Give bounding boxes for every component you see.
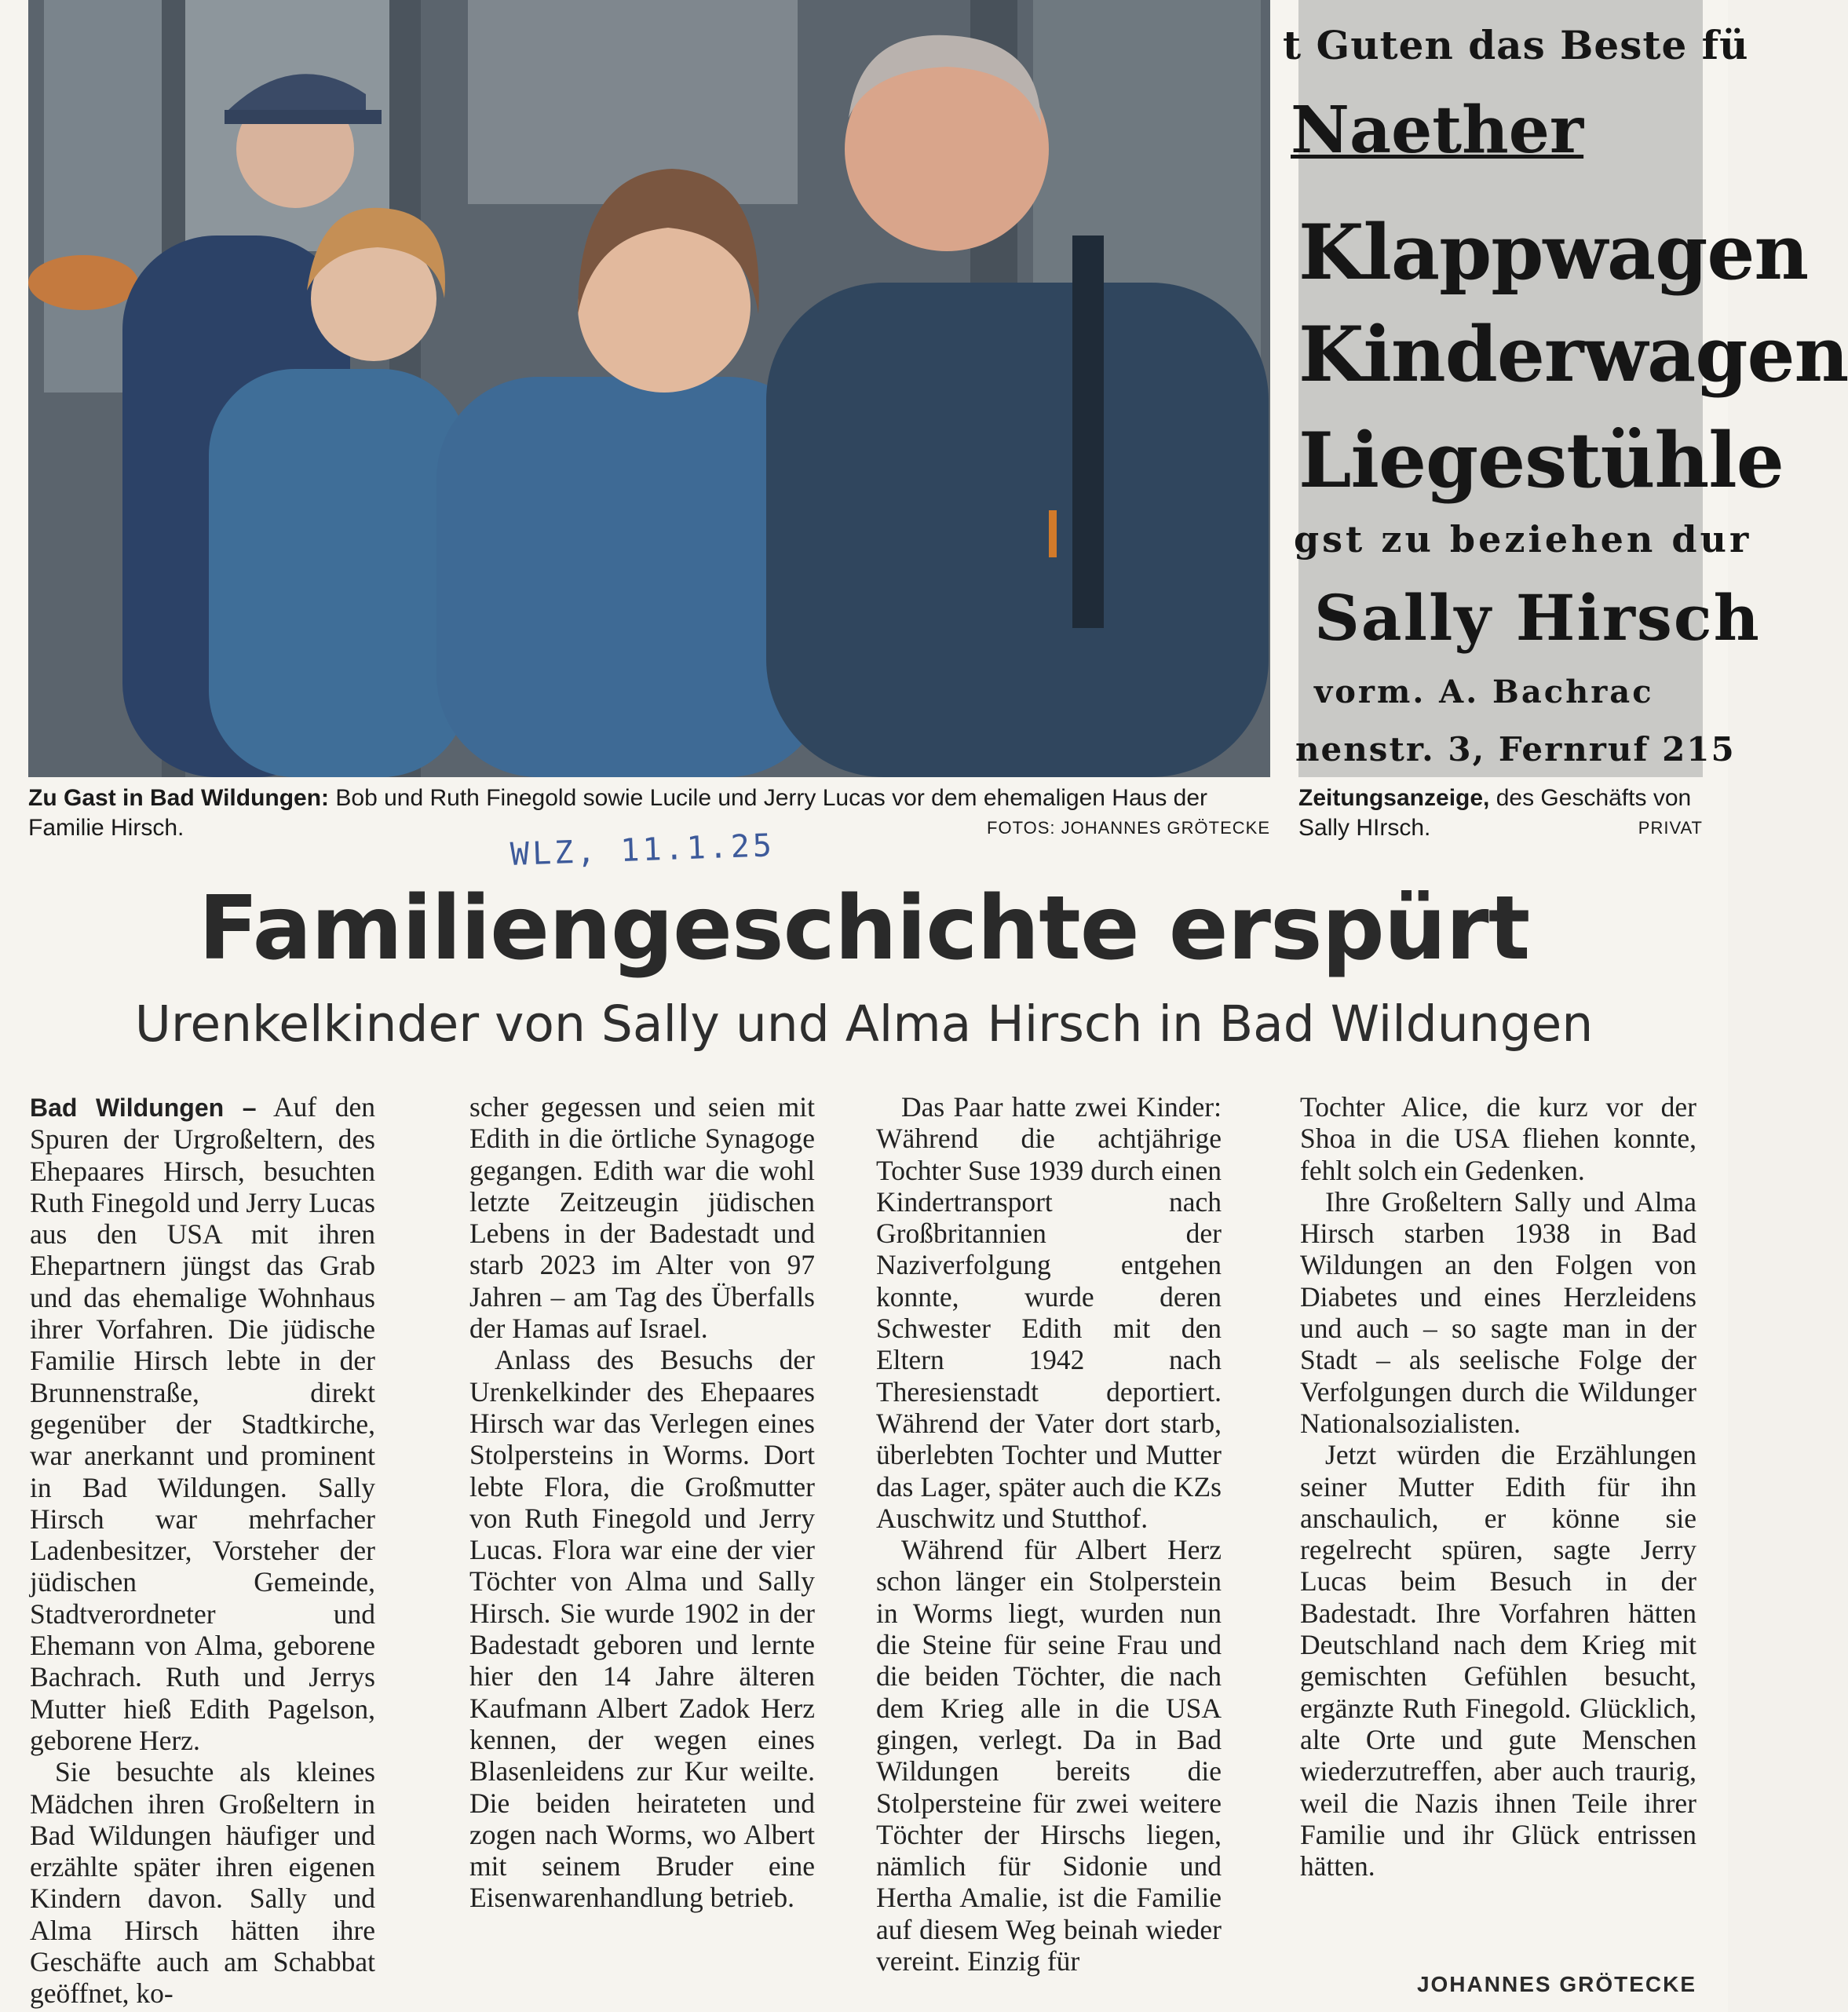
- paragraph: Während für Albert Herz schon länger ein Stolperstein in Worms liegt, wurden nun die Steine für seine Frau und die beiden Töchter, die nach dem Krieg alle in die USA gingen, verlegt. Da in Bad Wildungen bereits die Stolpersteine für zwei weitere Töchter der Hirschs liegen, nämlich für Sidonie und Hertha Amalie, ist die Familie auf diesem Weg beinah wieder vereint. Einzig für: [876, 1534, 1222, 1977]
- ad-caption-label: Zeitungsanzeige,: [1298, 785, 1490, 811]
- article-column-4: [1300, 1091, 1696, 1882]
- ad-item-liegestuehle: Liegestühle: [1298, 416, 1784, 505]
- paragraph: Sie besuchte als kleines Mädchen ihren Großeltern in Bad Wildungen häufiger und erzählte später ihren eigenen Kindern davon. Sally und Alma Hirsch hätten ihre Geschäfte auch am Schabbat geöffnet, ko-: [30, 1756, 375, 2010]
- ad-caption: [1298, 783, 1703, 843]
- ad-item-kinderwagen: Kinderwagen: [1298, 310, 1848, 399]
- ad-slogan: t Guten das Beste fü: [1283, 22, 1749, 68]
- caption-text: Bob und Ruth Finegold sowie Lucile und Jerry Lucas vor dem ehemaligen Haus der Familie Hirsch.: [28, 785, 1208, 841]
- paragraph: Tochter Alice, die kurz vor der Shoa in die USA fliehen konnte, fehlt solch ein Gedenken.: [1300, 1091, 1696, 1186]
- ad-vorm: vorm. A. Bachrac: [1314, 674, 1654, 710]
- paragraph: [30, 1091, 375, 1756]
- historic-advertisement: [1283, 0, 1848, 777]
- paragraph: Das Paar hatte zwei Kinder: Während die achtjährige Tochter Suse 1939 durch einen Kindertransport nach Großbritannien der Naziverfolgung entgehen konnte, wurde deren Schwester Edith mit den Eltern 1942 nach Theresienstadt deportiert. Während der Vater dort starb, überlebten Tochter und Mutter das Lager, später auch die KZs Auschwitz und Stutthof.: [876, 1091, 1222, 1534]
- ad-item-klappwagen: Klappwagen: [1298, 208, 1809, 297]
- article-column-1: [30, 1091, 375, 2010]
- ad-credit: PRIVAT: [1638, 818, 1703, 838]
- photo-illustration: [28, 0, 1270, 777]
- handwritten-note: WLZ, 11.1.25: [509, 827, 776, 873]
- dateline: Bad Wildungen –: [30, 1094, 257, 1122]
- caption-label: Zu Gast in Bad Wildungen:: [28, 785, 330, 811]
- ad-caption-text: des Geschäfts von Sally HIrsch.: [1298, 785, 1692, 841]
- paragraph: Jetzt würden die Erzählungen seiner Mutter Edith für ihn anschaulich, er könne sie regelrecht spüren, sagte Jerry Lucas beim Besuch in der Badestadt. Ihre Vorfahren hätten Deutschland nach dem Krieg mit gemischten Gefühlen besucht, ergänzte Ruth Finegold. Glücklich, alte Orte und gute Menschen wiederzutreffen, aber auch traurig, weil die Nazis ihnen Teile ihrer Familie und ihr Glück entrissen hätten.: [1300, 1439, 1696, 1882]
- paragraph: scher gegessen und seien mit Edith in die örtliche Synagoge gegangen. Edith war die wohl letzte Zeitzeugin jüdischen Lebens in der Badestadt und starb 2023 im Alter von 97 Jahren – am Tag des Überfalls der Hamas auf Israel.: [469, 1091, 815, 1345]
- headline: Familiengeschichte erspürt: [198, 878, 1530, 980]
- ad-brand: Naether: [1291, 93, 1584, 168]
- ad-beziehen: gst zu beziehen dur: [1294, 518, 1752, 561]
- ad-company: Sally Hirsch: [1314, 581, 1761, 655]
- paragraph: Ihre Großeltern Sally und Alma Hirsch starben 1938 in Bad Wildungen an den Folgen von Diabetes und eines Herzleidens und auch – so sagte man in der Stadt – als seelische Folge der Verfolgungen durch die Wildunger Nationalsozialisten.: [1300, 1185, 1696, 1439]
- paragraph-text: Auf den Spuren der Urgroßeltern, des Ehepaares Hirsch, besuchten Ruth Finegold und Jerry Lucas aus den USA mit ihren Ehepartnern jüngst das Grab und das ehemalige Wohnhaus ihrer Vorfahren. Die jüdische Familie Hirsch lebte in der Brunnenstraße, direkt gegenüber der Stadtkirche, war anerkannt und prominent in Bad Wildungen. Sally Hirsch war mehrfacher Ladenbesitzer, Vorsteher der jüdischen Gemeinde, Stadtverordneter und Ehemann von Alma, geborene Bachrach. Ruth und Jerrys Mutter hieß Edith Pagelson, geborene Herz.: [30, 1091, 376, 1756]
- paragraph: Anlass des Besuchs der Urenkelkinder des Ehepaares Hirsch war das Verlegen eines Stolpersteins in Worms. Dort lebte Flora, die Großmutter von Ruth Finegold und Jerry Lucas. Flora war eine der vier Töchter von Alma und Sally Hirsch. Sie wurde 1902 in der Badestadt geboren und lernte hier den 14 Jahre älteren Kaufmann Albert Zadok Herz kennen, der wegen eines Blasenleidens zur Kur weilte. Die beiden heirateten und zogen nach Worms, wo Albert mit seinem Bruder eine Eisenwarenhandlung betrieb.: [469, 1344, 815, 1914]
- photo-credit: FOTOS: JOHANNES GRÖTECKE: [987, 818, 1270, 838]
- byline: JOHANNES GRÖTECKE: [1416, 1972, 1696, 1996]
- ad-address: nenstr. 3, Fernruf 215: [1295, 730, 1736, 769]
- group-photo: [28, 0, 1270, 777]
- subheadline: Urenkelkinder von Sally und Alma Hirsch in Bad Wildungen: [134, 995, 1594, 1053]
- article-column-2: [469, 1091, 815, 1914]
- article-column-3: [876, 1091, 1222, 1977]
